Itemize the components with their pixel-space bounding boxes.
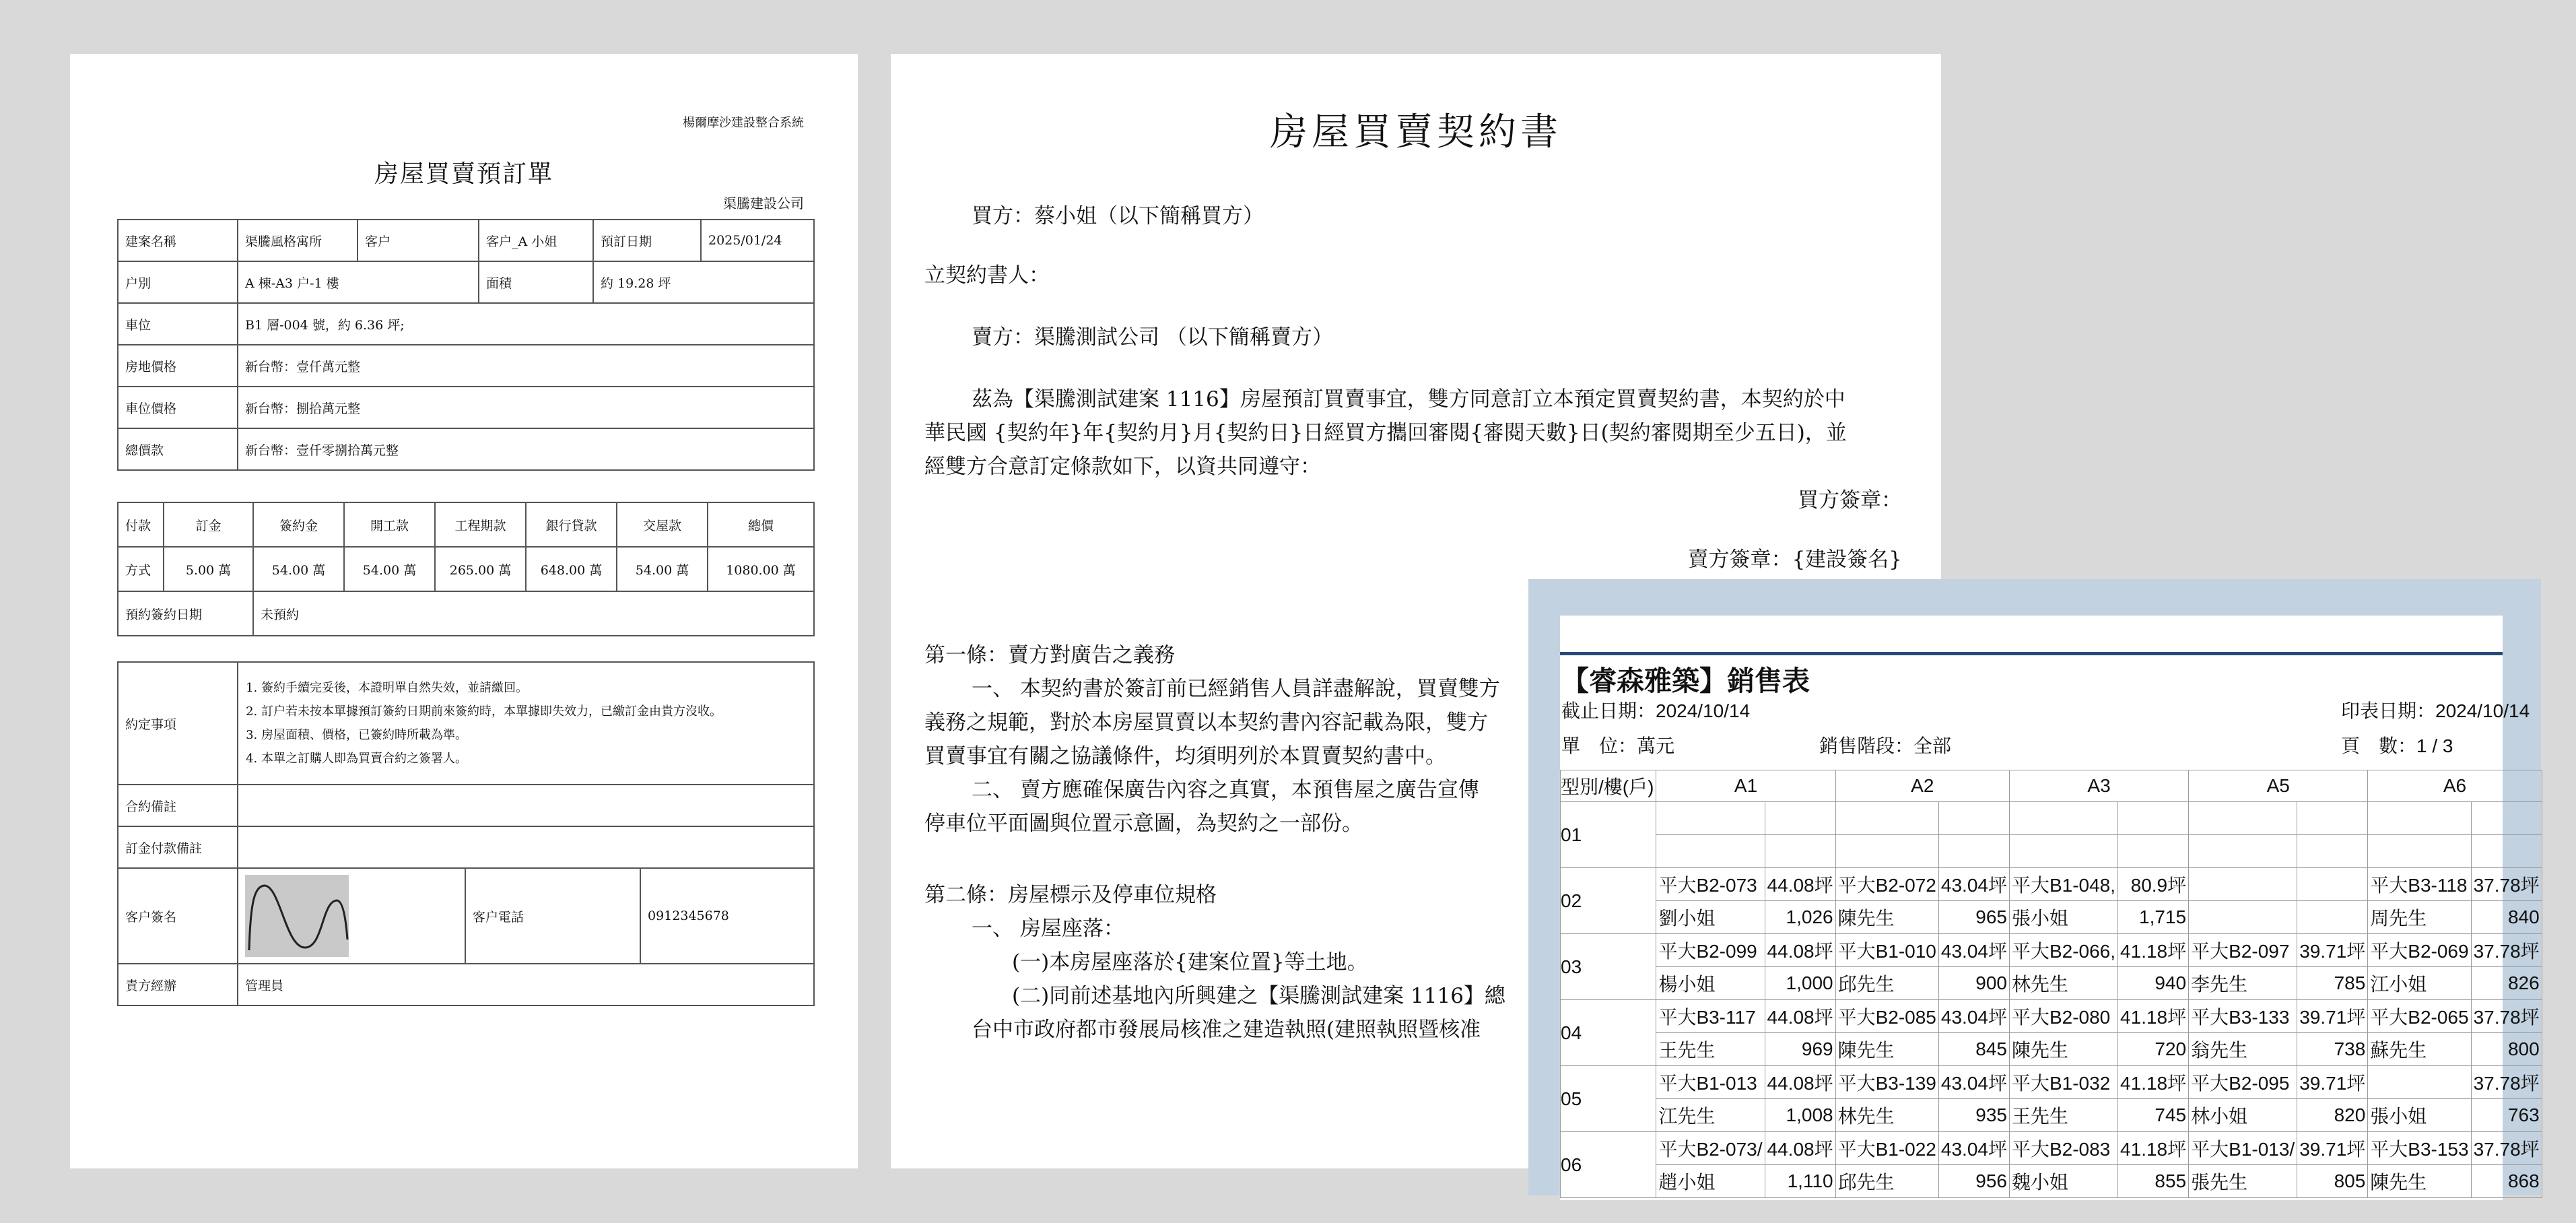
unit-area: 43.04坪 — [1938, 1000, 2009, 1033]
unit-price: 900 — [1938, 967, 2009, 1000]
unit-code: 平大B1-013 — [1656, 1066, 1765, 1099]
buyer-name — [2368, 835, 2471, 868]
buyer-name: 翁先生 — [2189, 1033, 2297, 1066]
column-header: A6 — [2368, 770, 2542, 802]
buyer-name — [2189, 835, 2297, 868]
table-row — [118, 387, 814, 428]
buyer-name: 林小姐 — [2189, 1099, 2297, 1132]
table-row — [1561, 1000, 2542, 1033]
unit-code — [2009, 802, 2117, 835]
unit-area: 37.78坪 — [2471, 868, 2542, 901]
buyer-name — [1656, 835, 1765, 868]
label-cell: 客户 — [358, 220, 479, 261]
unit-price: 800 — [2471, 1033, 2542, 1066]
article-title: 第二條：房屋標示及停車位規格 — [924, 883, 1217, 907]
payment-header: 工程期款 — [435, 502, 526, 547]
unit-code: 平大B2-095 — [2189, 1066, 2297, 1099]
floor-label: 06 — [1561, 1132, 1656, 1198]
unit-area: 44.08坪 — [1765, 1132, 1835, 1165]
table-row — [1561, 868, 2542, 901]
buyer-signature-line: 買方簽章： — [1798, 488, 1902, 513]
unit-area — [2118, 802, 2189, 835]
print-date: 印表日期：2024/10/14 — [2341, 700, 2530, 721]
terms-list — [245, 676, 807, 770]
buyer-name: 李先生 — [2189, 967, 2297, 1000]
column-header: A1 — [1656, 770, 1835, 802]
table-row — [118, 345, 814, 387]
value-cell: 新台幣：捌拾萬元整 — [238, 387, 814, 428]
unit-area: 43.04坪 — [1938, 1066, 2009, 1099]
buyer-line: 買方：蔡小姐（以下簡稱買方） — [972, 204, 1264, 228]
sales-title: 【睿森雅築】銷售表 — [1561, 665, 1810, 696]
unit-code: 平大B1-022 — [1835, 1132, 1938, 1165]
unit-price: 826 — [2471, 967, 2542, 1000]
column-header: A5 — [2189, 770, 2368, 802]
payment-header: 開工款 — [344, 502, 435, 547]
sales-grid — [1560, 770, 2542, 1198]
floor-label: 01 — [1561, 802, 1656, 868]
unit-price: 763 — [2471, 1099, 2542, 1132]
buyer-name — [2009, 835, 2117, 868]
unit-area: 39.71坪 — [2297, 934, 2368, 967]
payment-value: 648.00 萬 — [526, 547, 617, 591]
unit-area: 41.18坪 — [2118, 1066, 2189, 1099]
unit-price: 935 — [1938, 1099, 2009, 1132]
agent-value: 管理員 — [238, 964, 814, 1005]
customer-phone-label: 客户電話 — [465, 868, 640, 964]
unit-code: 平大B1-032 — [2009, 1066, 2117, 1099]
unit-price: 1,110 — [1765, 1165, 1835, 1198]
agent-label: 責方經辦 — [118, 964, 238, 1005]
terms-table — [117, 661, 815, 1006]
label-cell: 户別 — [118, 261, 238, 303]
deposit-note-value — [238, 826, 814, 868]
table-row — [1561, 1165, 2542, 1198]
contract-title: 房屋買賣契約書 — [1270, 110, 1562, 154]
label-cell: 車位 — [118, 303, 238, 345]
payment-value: 54.00 萬 — [617, 547, 708, 591]
term-item: 1. 簽約手續完妥後，本證明單自然失效，並請繳回。 — [261, 676, 807, 700]
table-row — [1561, 1066, 2542, 1099]
paragraph-line: 買賣事宜有關之協議條件，均須明列於本買賣契約書中。 — [924, 744, 1446, 768]
column-header: A3 — [2009, 770, 2188, 802]
unit-code: 平大B1-013/ — [2189, 1132, 2297, 1165]
page-count: 頁 數：1 / 3 — [2341, 735, 2453, 756]
floor-label: 05 — [1561, 1066, 1656, 1132]
label-cell: 房地價格 — [118, 345, 238, 387]
unit-price: 1,000 — [1765, 967, 1835, 1000]
paragraph-line: 義務之規範，對於本房屋買賣以本契約書內容記載為限，雙方 — [924, 710, 1488, 735]
buyer-name: 趙小姐 — [1656, 1165, 1765, 1198]
table-row — [1561, 1099, 2542, 1132]
unit-area: 37.78坪 — [2471, 1066, 2542, 1099]
unit-area: 43.04坪 — [1938, 868, 2009, 901]
unit-area: 41.18坪 — [2118, 1132, 2189, 1165]
label-cell: 總價款 — [118, 428, 238, 470]
grid-header-row — [1561, 770, 2542, 802]
buyer-name: 邱先生 — [1835, 967, 1938, 1000]
payment-header: 銀行貸款 — [526, 502, 617, 547]
unit-price: 956 — [1938, 1165, 2009, 1198]
paragraph-line: 一、 房屋座落： — [972, 917, 1124, 941]
unit-label: 單 位：萬元 — [1561, 735, 1675, 756]
corner-header: 型別/樓(戶) — [1561, 770, 1656, 802]
unit-code: 平大B1-010 — [1835, 934, 1938, 967]
cutoff-date: 截止日期：2024/10/14 — [1561, 700, 1751, 721]
table-row — [118, 261, 814, 303]
buyer-name: 魏小姐 — [2009, 1165, 2117, 1198]
buyer-name: 楊小姐 — [1656, 967, 1765, 1000]
label-cell: 預訂日期 — [593, 220, 701, 261]
value-cell: 約 19.28 坪 — [593, 261, 814, 303]
value-cell: 渠騰風格寓所 — [238, 220, 358, 261]
unit-price: 1,715 — [2118, 901, 2189, 934]
unit-price — [2297, 901, 2368, 934]
buyer-name: 張先生 — [2189, 1165, 2297, 1198]
table-row — [1561, 934, 2542, 967]
term-item: 4. 本單之訂購人即為買賣合約之簽署人。 — [261, 747, 807, 770]
table-row — [118, 591, 814, 636]
customer-sign-label: 客户簽名 — [118, 868, 238, 964]
company-name: 渠騰建設公司 — [723, 195, 804, 211]
paragraph-line: 華民國 {契約年}年{契約月}月{契約日}日經買方攜回審閱{審閱天數}日(契約審閱期至少五日)，並 — [924, 421, 1847, 445]
unit-code: 平大B2-085 — [1835, 1000, 1938, 1033]
property-info-table — [117, 219, 815, 471]
buyer-name: 江先生 — [1656, 1099, 1765, 1132]
signing-date-value: 未預約 — [253, 591, 814, 636]
unit-price — [1765, 835, 1835, 868]
payment-value: 5.00 萬 — [164, 547, 253, 591]
unit-price: 855 — [2118, 1165, 2189, 1198]
label-cell: 建案名稱 — [118, 220, 238, 261]
customer-phone-value: 0912345678 — [640, 868, 814, 964]
unit-code — [1835, 802, 1938, 835]
unit-price — [2471, 835, 2542, 868]
buyer-name: 陳先生 — [2368, 1165, 2471, 1198]
unit-price: 840 — [2471, 901, 2542, 934]
terms-cell — [238, 662, 814, 785]
unit-price: 868 — [2471, 1165, 2542, 1198]
seller-line: 賣方：渠騰測試公司 （以下簡稱賣方） — [972, 325, 1333, 350]
payment-value: 265.00 萬 — [435, 547, 526, 591]
unit-area: 44.08坪 — [1765, 868, 1835, 901]
buyer-name: 周先生 — [2368, 901, 2471, 934]
paragraph-line: 停車位平面圖與位置示意圖，為契約之一部份。 — [924, 812, 1363, 836]
unit-area: 39.71坪 — [2297, 1132, 2368, 1165]
term-item: 3. 房屋面積、價格，已簽約時所載為準。 — [261, 723, 807, 747]
unit-area — [2297, 868, 2368, 901]
label-cell: 車位價格 — [118, 387, 238, 428]
unit-price: 805 — [2297, 1165, 2368, 1198]
table-row — [118, 547, 814, 591]
buyer-name: 王先生 — [1656, 1033, 1765, 1066]
unit-code: 平大B2-065 — [2368, 1000, 2471, 1033]
unit-price: 965 — [1938, 901, 2009, 934]
unit-code: 平大B2-069 — [2368, 934, 2471, 967]
unit-area: 43.04坪 — [1938, 934, 2009, 967]
unit-code: 平大B2-099 — [1656, 934, 1765, 967]
unit-price: 940 — [2118, 967, 2189, 1000]
table-row — [1561, 901, 2542, 934]
payment-table — [117, 502, 815, 636]
buyer-name: 邱先生 — [1835, 1165, 1938, 1198]
payment-label: 方式 — [118, 547, 164, 591]
deposit-note-label: 訂金付款備註 — [118, 826, 238, 868]
table-row — [118, 826, 814, 868]
value-cell: 新台幣：壹仟零捌拾萬元整 — [238, 428, 814, 470]
unit-area — [1938, 802, 2009, 835]
paragraph-line: 二、 賣方應確保廣告內容之真實，本預售屋之廣告宣傳 — [972, 778, 1479, 802]
unit-code: 平大B3-118 — [2368, 868, 2471, 901]
payment-header: 訂金 — [164, 502, 253, 547]
sales-stage: 銷售階段：全部 — [1819, 735, 1952, 756]
table-row — [118, 502, 814, 547]
buyer-name: 王先生 — [2009, 1099, 2117, 1132]
unit-price — [1938, 835, 2009, 868]
unit-code — [2368, 1066, 2471, 1099]
buyer-name: 劉小姐 — [1656, 901, 1765, 934]
table-row — [118, 785, 814, 826]
unit-code: 平大B2-073 — [1656, 868, 1765, 901]
sheet-top-bar — [1560, 652, 2503, 655]
payment-header: 交屋款 — [617, 502, 708, 547]
signing-date-label: 預約簽約日期 — [118, 591, 253, 636]
table-row — [1561, 967, 2542, 1000]
buyer-name: 陳先生 — [2009, 1033, 2117, 1066]
buyer-name: 陳先生 — [1835, 1033, 1938, 1066]
buyer-name: 江小姐 — [2368, 967, 2471, 1000]
label-cell: 面積 — [479, 261, 593, 303]
table-row — [1561, 835, 2542, 868]
unit-code — [2189, 868, 2297, 901]
contract-note-label: 合約備註 — [118, 785, 238, 826]
buyer-name: 林先生 — [2009, 967, 2117, 1000]
system-name: 楊爾摩沙建設整合系統 — [683, 116, 804, 130]
unit-area: 44.08坪 — [1765, 1066, 1835, 1099]
payment-value: 54.00 萬 — [253, 547, 344, 591]
paragraph-line: (二)同前述基地內所興建之【渠騰測試建案 1116】總 — [1012, 984, 1505, 1008]
table-row — [1561, 1033, 2542, 1066]
unit-area: 41.18坪 — [2118, 934, 2189, 967]
buyer-name: 蘇先生 — [2368, 1033, 2471, 1066]
table-row — [118, 303, 814, 345]
buyer-name: 林先生 — [1835, 1099, 1938, 1132]
unit-area — [2297, 802, 2368, 835]
payment-header: 總價 — [708, 502, 814, 547]
signatory-line: 立契約書人： — [924, 263, 1050, 288]
article-title: 第一條：賣方對廣告之義務 — [924, 643, 1175, 667]
buyer-name: 張小姐 — [2368, 1099, 2471, 1132]
terms-label: 約定事項 — [118, 662, 238, 785]
unit-area: 43.04坪 — [1938, 1132, 2009, 1165]
unit-price — [2118, 835, 2189, 868]
value-cell: 客户_A 小姐 — [479, 220, 593, 261]
unit-price: 745 — [2118, 1099, 2189, 1132]
value-cell: A 棟-A3 户-1 樓 — [238, 261, 479, 303]
unit-price: 969 — [1765, 1033, 1835, 1066]
value-cell: 新台幣：壹仟萬元整 — [238, 345, 814, 387]
value-cell: 2025/01/24 — [701, 220, 814, 261]
table-row — [118, 662, 814, 785]
unit-price: 820 — [2297, 1099, 2368, 1132]
unit-price — [2297, 835, 2368, 868]
table-row — [1561, 1132, 2542, 1165]
unit-price: 1,026 — [1765, 901, 1835, 934]
paragraph-line: (一)本房屋座落於{建案位置}等土地。 — [1012, 950, 1368, 974]
payment-label: 付款 — [118, 502, 164, 547]
table-row — [118, 220, 814, 261]
payment-value: 1080.00 萬 — [708, 547, 814, 591]
floor-label: 04 — [1561, 1000, 1656, 1066]
unit-area — [1765, 802, 1835, 835]
unit-code: 平大B3-133 — [2189, 1000, 2297, 1033]
paragraph-line: 茲為【渠騰測試建案 1116】房屋預訂買賣事宜，雙方同意訂立本預定買賣契約書，本契約於中 — [972, 387, 1845, 411]
unit-code — [2368, 802, 2471, 835]
unit-area: 41.18坪 — [2118, 1000, 2189, 1033]
unit-code — [2189, 802, 2297, 835]
unit-price: 738 — [2297, 1033, 2368, 1066]
unit-area: 39.71坪 — [2297, 1000, 2368, 1033]
unit-code: 平大B1-048, — [2009, 868, 2117, 901]
unit-area: 39.71坪 — [2297, 1066, 2368, 1099]
unit-code: 平大B2-080 — [2009, 1000, 2117, 1033]
unit-code: 平大B2-073/ — [1656, 1132, 1765, 1165]
sales-sheet — [1560, 616, 2540, 1200]
buyer-name — [2189, 901, 2297, 934]
unit-area: 80.9坪 — [2118, 868, 2189, 901]
paragraph-line: 台中市政府都市發展局核准之建造執照(建照執照暨核准 — [972, 1018, 1481, 1042]
unit-code: 平大B3-153 — [2368, 1132, 2471, 1165]
unit-area: 44.08坪 — [1765, 1000, 1835, 1033]
value-cell: B1 層-004 號，約 6.36 坪; — [238, 303, 814, 345]
unit-price: 845 — [1938, 1033, 2009, 1066]
unit-code — [1656, 802, 1765, 835]
unit-area — [2471, 802, 2542, 835]
unit-price: 785 — [2297, 967, 2368, 1000]
unit-code: 平大B3-117 — [1656, 1000, 1765, 1033]
unit-price: 720 — [2118, 1033, 2189, 1066]
signature-image — [245, 875, 349, 957]
unit-area: 44.08坪 — [1765, 934, 1835, 967]
buyer-name: 張小姐 — [2009, 901, 2117, 934]
unit-area: 37.78坪 — [2471, 1132, 2542, 1165]
form-title: 房屋買賣預訂單 — [374, 160, 553, 188]
unit-code: 平大B2-083 — [2009, 1132, 2117, 1165]
unit-area: 37.78坪 — [2471, 934, 2542, 967]
paragraph-line: 一、 本契約書於簽訂前已經銷售人員詳盡解說，買賣雙方 — [972, 677, 1500, 701]
unit-price: 1,008 — [1765, 1099, 1835, 1132]
table-row — [118, 868, 814, 964]
table-row — [118, 964, 814, 1005]
buyer-name — [1835, 835, 1938, 868]
unit-code: 平大B2-072 — [1835, 868, 1938, 901]
unit-code: 平大B2-097 — [2189, 934, 2297, 967]
unit-area: 37.78坪 — [2471, 1000, 2542, 1033]
table-row — [118, 428, 814, 470]
reservation-form-page — [70, 54, 858, 1168]
unit-code: 平大B2-066, — [2009, 934, 2117, 967]
sales-sheet-panel — [1528, 579, 2541, 1195]
seller-signature-line: 賣方簽章：{建設簽名} — [1687, 548, 1902, 572]
customer-sign-cell — [238, 868, 465, 964]
term-item: 2. 訂户若未按本單據預訂簽約日期前來簽約時，本單據即失效力，已繳訂金由貴方沒收。 — [261, 700, 807, 723]
column-header: A2 — [1835, 770, 2009, 802]
table-row — [1561, 802, 2542, 835]
buyer-name: 陳先生 — [1835, 901, 1938, 934]
contract-note-value — [238, 785, 814, 826]
floor-label: 03 — [1561, 934, 1656, 1000]
unit-code: 平大B3-139 — [1835, 1066, 1938, 1099]
floor-label: 02 — [1561, 868, 1656, 934]
paragraph-line: 經雙方合意訂定條款如下，以資共同遵守： — [924, 455, 1321, 479]
payment-header: 簽約金 — [253, 502, 344, 547]
payment-value: 54.00 萬 — [344, 547, 435, 591]
